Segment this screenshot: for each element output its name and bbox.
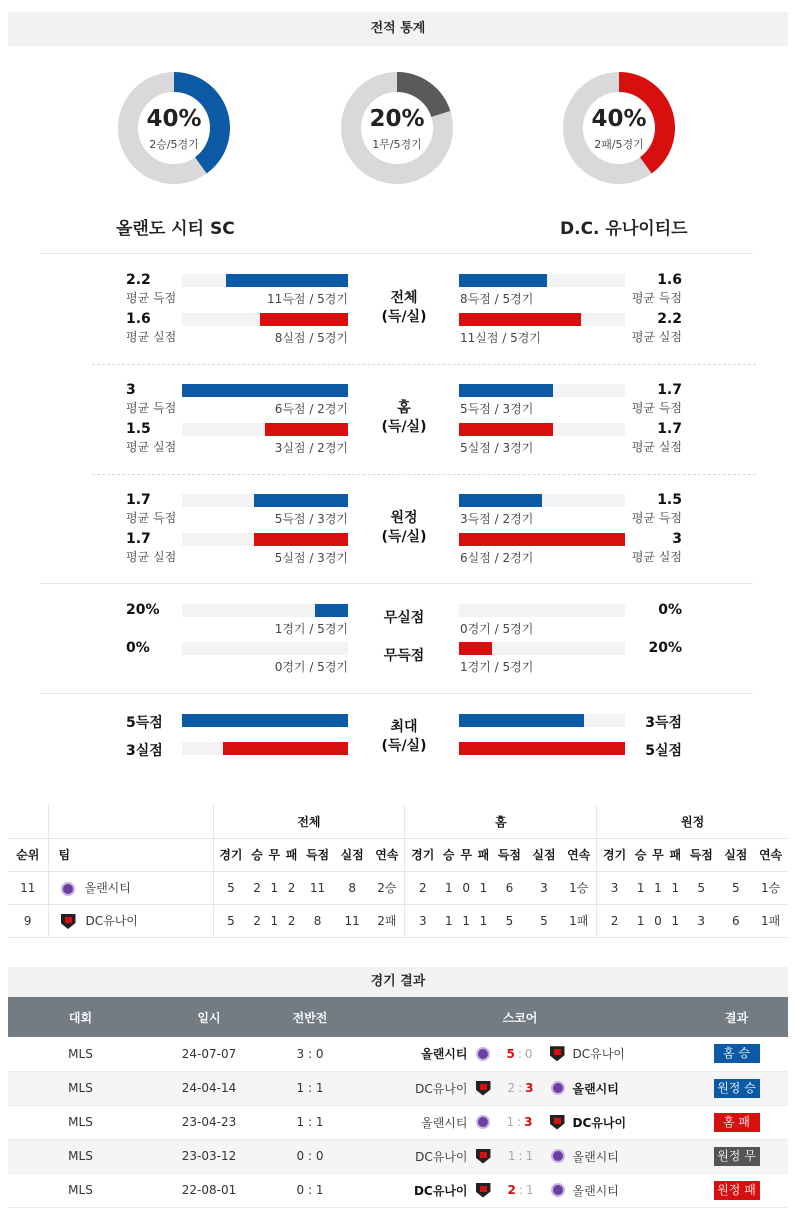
away-team: DC유나이 bbox=[572, 1115, 627, 1130]
orlando-logo bbox=[476, 1115, 490, 1129]
result-badge: 원정 무 bbox=[714, 1147, 760, 1166]
score bbox=[491, 1149, 551, 1163]
halftime-cell: 1 : 1 bbox=[265, 1105, 355, 1139]
right-caption: 3득점 / 2경기 bbox=[460, 512, 534, 526]
score bbox=[491, 1081, 551, 1095]
left-label: 평균 실점 bbox=[126, 550, 177, 564]
right-label: 평균 실점 bbox=[631, 550, 682, 564]
left-bar-track bbox=[182, 604, 348, 617]
stat-cell: 2 bbox=[248, 871, 265, 904]
home-score: 2 bbox=[507, 1183, 516, 1197]
right-label: 평균 득점 bbox=[631, 511, 682, 525]
score-cell bbox=[355, 1037, 685, 1071]
stat-cell: 6 bbox=[492, 871, 527, 904]
left-value: 20% bbox=[126, 602, 160, 618]
right-bar-fill bbox=[459, 423, 553, 436]
stat-cell: 2 bbox=[283, 904, 300, 937]
left-label: 평균 실점 bbox=[126, 440, 177, 454]
group-title-line2: (득/실) bbox=[381, 419, 427, 435]
divider bbox=[40, 693, 753, 694]
donut-chart-3 bbox=[563, 72, 675, 184]
home-score: 5 bbox=[506, 1046, 515, 1061]
left-caption: 6득점 / 2경기 bbox=[274, 402, 348, 416]
date-cell: 23-03-12 bbox=[153, 1139, 265, 1173]
column-header: 승 bbox=[632, 838, 649, 871]
divider bbox=[40, 253, 753, 254]
left-value: 1.6 bbox=[126, 311, 151, 327]
right-caption: 8득점 / 5경기 bbox=[460, 292, 534, 306]
stat-cell: 5 bbox=[213, 871, 248, 904]
rank-cell: 11 bbox=[8, 871, 48, 904]
max-title-line2: (득/실) bbox=[381, 738, 427, 754]
group-title-line1: 전체 bbox=[390, 290, 418, 306]
stat-cell: 1승 bbox=[753, 871, 788, 904]
left-value: 1.7 bbox=[126, 492, 151, 508]
dc-logo bbox=[550, 1046, 565, 1061]
right-caption: 6실점 / 2경기 bbox=[460, 551, 534, 565]
left-label: 평균 득점 bbox=[126, 401, 177, 415]
left-value: 5득점 bbox=[126, 715, 163, 731]
divider bbox=[92, 364, 756, 365]
right-bar-track bbox=[459, 533, 625, 546]
stat-cell: 1 bbox=[440, 871, 457, 904]
stat-cell: 1패 bbox=[753, 904, 788, 937]
left-caption: 8실점 / 5경기 bbox=[274, 331, 348, 345]
result-cell bbox=[685, 1139, 788, 1173]
right-bar-track bbox=[459, 642, 625, 655]
stat-cell: 1 bbox=[649, 871, 666, 904]
result-cell bbox=[685, 1173, 788, 1207]
league-cell: MLS bbox=[8, 1139, 153, 1173]
orlando-logo bbox=[476, 1047, 490, 1061]
column-header: 무 bbox=[649, 838, 666, 871]
right-bar-track bbox=[459, 714, 625, 727]
results-header: 일시 bbox=[153, 997, 265, 1037]
right-label: 평균 득점 bbox=[631, 291, 682, 305]
left-bar-fill bbox=[226, 274, 348, 287]
column-header: 득점 bbox=[492, 838, 527, 871]
column-header: 경기 bbox=[213, 838, 248, 871]
stat-cell: 1 bbox=[667, 904, 684, 937]
column-header: 연속 bbox=[561, 838, 596, 871]
right-value: 3 bbox=[672, 531, 682, 547]
score bbox=[491, 1183, 551, 1197]
right-bar-fill bbox=[459, 384, 553, 397]
stat-cell: 11 bbox=[300, 871, 335, 904]
score-cell bbox=[355, 1139, 685, 1173]
away-score: 3 bbox=[525, 1081, 534, 1095]
right-bar-track bbox=[459, 742, 625, 755]
stat-cell: 8 bbox=[335, 871, 370, 904]
right-caption: 1경기 / 5경기 bbox=[460, 660, 534, 674]
stat-cell: 1패 bbox=[561, 904, 596, 937]
column-header: 경기 bbox=[597, 838, 632, 871]
away-team: 올랜시티 bbox=[572, 1149, 619, 1164]
right-caption: 5실점 / 3경기 bbox=[460, 441, 534, 455]
column-header: 실점 bbox=[527, 838, 562, 871]
right-bar-track bbox=[459, 274, 625, 287]
right-value: 1.5 bbox=[657, 492, 682, 508]
date-cell: 23-04-23 bbox=[153, 1105, 265, 1139]
right-bar-fill bbox=[459, 742, 625, 755]
left-bar-track bbox=[182, 313, 348, 326]
left-bar-track bbox=[182, 494, 348, 507]
donut-subtext: 1무/5경기 bbox=[372, 138, 422, 151]
left-caption: 0경기 / 5경기 bbox=[274, 660, 348, 674]
stat-cell: 5 bbox=[527, 904, 562, 937]
stat-cell: 2 bbox=[248, 904, 265, 937]
stat-cell: 3 bbox=[405, 904, 440, 937]
donut-percent: 40% bbox=[146, 106, 202, 132]
home-team: DC유나이 bbox=[415, 1149, 468, 1164]
away-score: 0 bbox=[524, 1046, 533, 1061]
donut-chart-2 bbox=[341, 72, 453, 184]
score-sep: : bbox=[517, 1115, 522, 1129]
stat-cell: 2 bbox=[283, 871, 300, 904]
right-bar-track bbox=[459, 604, 625, 617]
score-cell bbox=[355, 1173, 685, 1207]
stat-cell: 1 bbox=[440, 904, 457, 937]
left-bar-fill bbox=[260, 313, 348, 326]
stat-cell: 1 bbox=[667, 871, 684, 904]
left-bar-fill bbox=[254, 494, 348, 507]
away-score: 1 bbox=[525, 1183, 534, 1197]
right-caption: 0경기 / 5경기 bbox=[460, 622, 534, 636]
stat-cell: 2 bbox=[597, 904, 632, 937]
column-header: 패 bbox=[475, 838, 492, 871]
right-value: 5실점 bbox=[645, 743, 682, 759]
standings-header-empty bbox=[48, 805, 213, 838]
column-header: 연속 bbox=[753, 838, 788, 871]
score-cell bbox=[355, 1071, 685, 1105]
score-sep: : bbox=[518, 1149, 523, 1163]
stat-cell: 3 bbox=[684, 904, 719, 937]
donut-percent: 20% bbox=[369, 106, 425, 132]
column-header: 득점 bbox=[684, 838, 719, 871]
right-value: 3득점 bbox=[645, 715, 682, 731]
team-cell bbox=[48, 871, 213, 904]
table-row[interactable] bbox=[8, 904, 788, 937]
divider bbox=[40, 583, 753, 584]
left-bar-fill bbox=[182, 714, 348, 727]
results-header-row bbox=[8, 997, 788, 1037]
away-team: DC유나이 bbox=[572, 1047, 625, 1062]
group-title-line2: (득/실) bbox=[381, 309, 427, 325]
result-cell bbox=[685, 1037, 788, 1071]
standings-table bbox=[8, 805, 788, 938]
score bbox=[490, 1115, 550, 1129]
table-row[interactable] bbox=[8, 1105, 788, 1139]
left-caption: 11득점 / 5경기 bbox=[267, 292, 348, 306]
right-bar-fill bbox=[459, 494, 542, 507]
result-cell bbox=[685, 1105, 788, 1139]
left-bar-track bbox=[182, 274, 348, 287]
left-value: 2.2 bbox=[126, 272, 151, 288]
clean-sheet-title: 무실점 bbox=[383, 610, 425, 626]
league-cell: MLS bbox=[8, 1173, 153, 1207]
dc-logo bbox=[476, 1183, 491, 1198]
dc-logo bbox=[476, 1081, 491, 1096]
league-cell: MLS bbox=[8, 1105, 153, 1139]
stat-cell: 5 bbox=[684, 871, 719, 904]
left-caption: 3실점 / 2경기 bbox=[274, 441, 348, 455]
results-table bbox=[8, 997, 788, 1208]
stat-cell: 5 bbox=[492, 904, 527, 937]
results-header: 전반전 bbox=[265, 997, 355, 1037]
table-row[interactable] bbox=[8, 1139, 788, 1173]
score-sep: : bbox=[518, 1183, 523, 1197]
stat-cell: 2승 bbox=[369, 871, 404, 904]
result-badge: 홈 패 bbox=[714, 1113, 760, 1132]
score bbox=[490, 1047, 550, 1061]
home-score: 1 bbox=[507, 1149, 516, 1163]
left-label: 평균 득점 bbox=[126, 291, 177, 305]
left-bar-track bbox=[182, 742, 348, 755]
group-title-line1: 홈 bbox=[397, 400, 411, 416]
home-score: 1 bbox=[506, 1115, 515, 1129]
column-header: 승 bbox=[440, 838, 457, 871]
score-sep: : bbox=[518, 1081, 523, 1095]
stat-cell: 1 bbox=[266, 904, 283, 937]
left-caption: 1경기 / 5경기 bbox=[274, 622, 348, 636]
left-caption: 5실점 / 3경기 bbox=[274, 551, 348, 565]
team-name: DC유나이 bbox=[85, 914, 138, 928]
left-label: 평균 실점 bbox=[126, 330, 177, 344]
rank-cell: 9 bbox=[8, 904, 48, 937]
rank-header: 순위 bbox=[8, 838, 48, 871]
left-caption: 5득점 / 3경기 bbox=[274, 512, 348, 526]
group-title bbox=[364, 509, 444, 547]
stat-cell: 2패 bbox=[369, 904, 404, 937]
halftime-cell: 1 : 1 bbox=[265, 1071, 355, 1105]
score-sep: : bbox=[517, 1046, 522, 1061]
right-label: 평균 득점 bbox=[631, 401, 682, 415]
stat-cell: 1승 bbox=[561, 871, 596, 904]
table-row[interactable] bbox=[8, 1037, 788, 1071]
column-header: 연속 bbox=[369, 838, 404, 871]
left-value: 0% bbox=[126, 640, 150, 656]
standings-group-header: 홈 bbox=[405, 805, 597, 838]
group-title bbox=[364, 399, 444, 437]
donut-subtext: 2패/5경기 bbox=[594, 138, 644, 151]
right-bar-fill bbox=[459, 642, 492, 655]
right-bar-fill bbox=[459, 533, 625, 546]
left-label: 평균 득점 bbox=[126, 511, 177, 525]
left-bar-fill bbox=[315, 604, 348, 617]
halftime-cell: 3 : 0 bbox=[265, 1037, 355, 1071]
stat-cell: 1 bbox=[632, 871, 649, 904]
right-value: 20% bbox=[648, 640, 682, 656]
left-value: 1.5 bbox=[126, 421, 151, 437]
home-team: DC유나이 bbox=[413, 1183, 468, 1198]
away-score: 1 bbox=[525, 1149, 534, 1163]
left-bar-fill bbox=[223, 742, 348, 755]
stat-cell: 6 bbox=[719, 904, 754, 937]
column-header: 실점 bbox=[719, 838, 754, 871]
column-header: 무 bbox=[457, 838, 474, 871]
max-title bbox=[364, 718, 444, 756]
group-title-line1: 원정 bbox=[390, 510, 418, 526]
table-row[interactable] bbox=[8, 1173, 788, 1207]
orlando-logo bbox=[551, 1183, 565, 1197]
divider bbox=[92, 474, 756, 475]
standings-group-header: 전체 bbox=[213, 805, 405, 838]
stat-cell: 1 bbox=[266, 871, 283, 904]
home-score: 2 bbox=[507, 1081, 516, 1095]
team-cell bbox=[48, 904, 213, 937]
stat-cell: 3 bbox=[597, 871, 632, 904]
away-score: 3 bbox=[524, 1115, 533, 1129]
right-label: 평균 실점 bbox=[631, 440, 682, 454]
right-value: 2.2 bbox=[657, 311, 682, 327]
home-team-name: 올랜도 시티 SC bbox=[116, 219, 235, 239]
stat-cell: 5 bbox=[213, 904, 248, 937]
left-value: 3실점 bbox=[126, 743, 163, 759]
stat-cell: 5 bbox=[719, 871, 754, 904]
orlando-logo bbox=[551, 1081, 565, 1095]
results-header: 결과 bbox=[685, 997, 788, 1037]
column-header: 경기 bbox=[405, 838, 440, 871]
standings-header-empty bbox=[8, 805, 48, 838]
home-team: DC유나이 bbox=[415, 1081, 468, 1096]
league-cell: MLS bbox=[8, 1037, 153, 1071]
right-bar-track bbox=[459, 494, 625, 507]
results-header: 대회 bbox=[8, 997, 153, 1037]
column-header: 승 bbox=[248, 838, 265, 871]
stat-cell: 3 bbox=[527, 871, 562, 904]
results-title: 경기 결과 bbox=[8, 967, 788, 997]
result-cell bbox=[685, 1071, 788, 1105]
stat-cell: 8 bbox=[300, 904, 335, 937]
orlando-logo bbox=[61, 882, 75, 896]
left-value: 3 bbox=[126, 382, 136, 398]
results-header: 스코어 bbox=[355, 997, 685, 1037]
right-value: 1.6 bbox=[657, 272, 682, 288]
halftime-cell: 0 : 0 bbox=[265, 1139, 355, 1173]
dc-logo bbox=[476, 1149, 491, 1164]
right-bar-fill bbox=[459, 274, 547, 287]
right-bar-track bbox=[459, 423, 625, 436]
stat-cell: 1 bbox=[475, 871, 492, 904]
donut-percent: 40% bbox=[591, 106, 647, 132]
team-header: 팀 bbox=[48, 838, 213, 871]
standings-column-header-row bbox=[8, 838, 788, 871]
right-value: 1.7 bbox=[657, 382, 682, 398]
group-title bbox=[364, 289, 444, 327]
left-bar-track bbox=[182, 384, 348, 397]
right-label: 평균 실점 bbox=[631, 330, 682, 344]
home-team: 올랜시티 bbox=[421, 1115, 468, 1130]
donut-subtext: 2승/5경기 bbox=[149, 138, 199, 151]
orlando-logo bbox=[551, 1149, 565, 1163]
scoreless-title: 무득점 bbox=[383, 648, 425, 664]
away-team: 올랜시티 bbox=[572, 1081, 619, 1096]
stat-cell: 1 bbox=[475, 904, 492, 937]
record-stats-title: 전적 통계 bbox=[8, 12, 788, 46]
right-caption: 11실점 / 5경기 bbox=[460, 331, 541, 345]
away-team-name: D.C. 유나이티드 bbox=[560, 219, 688, 239]
standings-group-header: 원정 bbox=[597, 805, 788, 838]
left-bar-fill bbox=[182, 384, 348, 397]
stat-cell: 0 bbox=[457, 871, 474, 904]
right-bar-track bbox=[459, 313, 625, 326]
column-header: 패 bbox=[283, 838, 300, 871]
dc-logo bbox=[550, 1115, 565, 1130]
result-badge: 원정 승 bbox=[714, 1079, 760, 1098]
donut-chart-1 bbox=[118, 72, 230, 184]
left-value: 1.7 bbox=[126, 531, 151, 547]
left-bar-track bbox=[182, 714, 348, 727]
left-bar-fill bbox=[254, 533, 348, 546]
right-value: 0% bbox=[658, 602, 682, 618]
table-row[interactable] bbox=[8, 871, 788, 904]
result-badge: 원정 패 bbox=[714, 1181, 760, 1200]
date-cell: 24-04-14 bbox=[153, 1071, 265, 1105]
column-header: 득점 bbox=[300, 838, 335, 871]
stat-cell: 2 bbox=[405, 871, 440, 904]
right-bar-fill bbox=[459, 714, 584, 727]
stat-cell: 11 bbox=[335, 904, 370, 937]
group-title-line2: (득/실) bbox=[381, 529, 427, 545]
dc-logo bbox=[61, 914, 76, 929]
table-row[interactable] bbox=[8, 1071, 788, 1105]
date-cell: 24-07-07 bbox=[153, 1037, 265, 1071]
stat-cell: 0 bbox=[649, 904, 666, 937]
column-header: 무 bbox=[266, 838, 283, 871]
halftime-cell: 0 : 1 bbox=[265, 1173, 355, 1207]
right-bar-track bbox=[459, 384, 625, 397]
league-cell: MLS bbox=[8, 1071, 153, 1105]
left-bar-track bbox=[182, 423, 348, 436]
left-bar-fill bbox=[265, 423, 348, 436]
result-badge: 홈 승 bbox=[714, 1044, 760, 1063]
column-header: 패 bbox=[667, 838, 684, 871]
home-team: 올랜시티 bbox=[421, 1047, 468, 1062]
score-cell bbox=[355, 1105, 685, 1139]
column-header: 실점 bbox=[335, 838, 370, 871]
left-bar-track bbox=[182, 533, 348, 546]
right-value: 1.7 bbox=[657, 421, 682, 437]
stat-cell: 1 bbox=[457, 904, 474, 937]
stat-cell: 1 bbox=[632, 904, 649, 937]
standings-group-header-row bbox=[8, 805, 788, 838]
max-title-line1: 최대 bbox=[390, 719, 418, 735]
right-bar-fill bbox=[459, 313, 581, 326]
date-cell: 22-08-01 bbox=[153, 1173, 265, 1207]
team-name: 올랜시티 bbox=[84, 881, 131, 895]
right-caption: 5득점 / 3경기 bbox=[460, 402, 534, 416]
left-bar-track bbox=[182, 642, 348, 655]
away-team: 올랜시티 bbox=[572, 1183, 619, 1198]
